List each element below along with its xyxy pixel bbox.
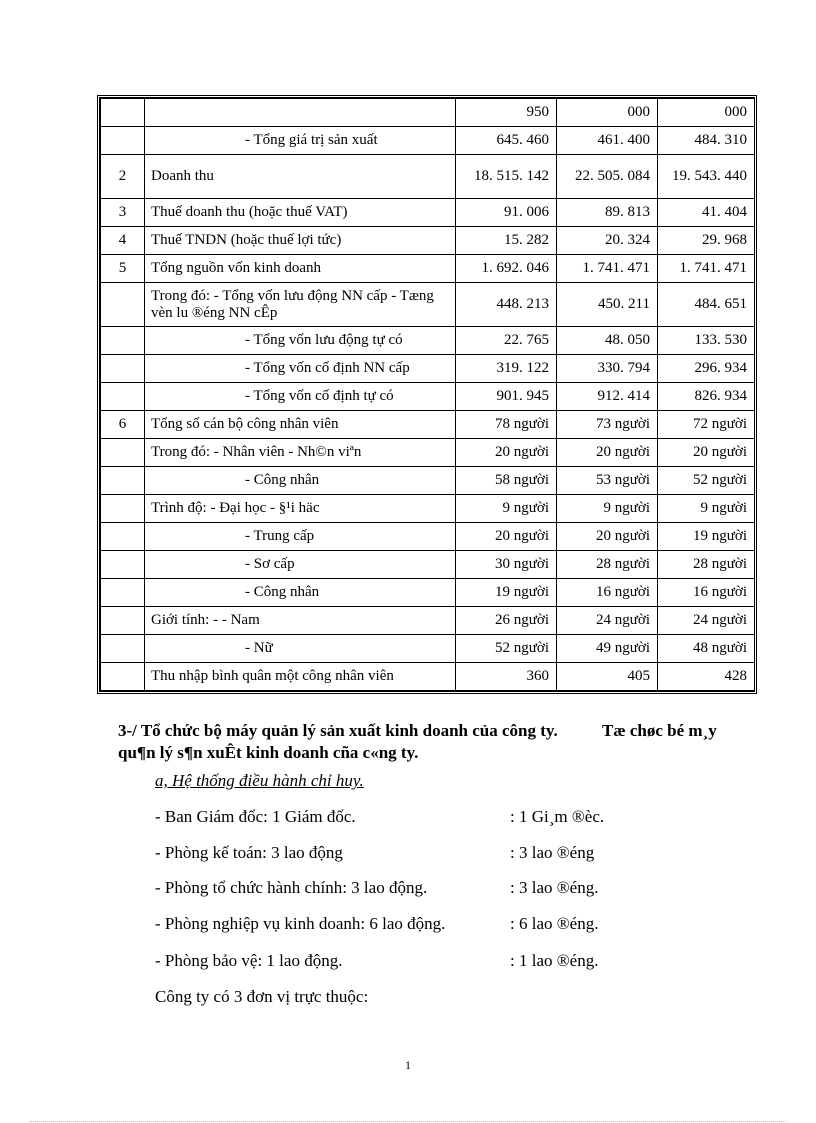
value-col-2: 16 người xyxy=(557,579,658,607)
subheading: a, Hệ thống điều hành chỉ huy. xyxy=(155,771,364,790)
value-col-2: 48. 050 xyxy=(557,327,658,355)
value-col-3: 19 người xyxy=(658,523,755,551)
value-col-1: 30 người xyxy=(456,551,557,579)
value-col-3: 16 người xyxy=(658,579,755,607)
row-number: 2 xyxy=(101,155,145,199)
row-label: Thuế doanh thu (hoặc thuế VAT) xyxy=(145,199,456,227)
value-col-2: 1. 741. 471 xyxy=(557,255,658,283)
item-left-1: - Ban Giám đốc: 1 Giám đốc. xyxy=(155,807,356,826)
row-number xyxy=(101,663,145,691)
value-col-1: 58 người xyxy=(456,467,557,495)
table-row xyxy=(101,199,755,227)
value-col-1: 950 xyxy=(456,99,557,127)
value-col-1: 20 người xyxy=(456,523,557,551)
table-row xyxy=(101,495,755,523)
value-col-3: 28 người xyxy=(658,551,755,579)
table-row xyxy=(101,439,755,467)
row-label: Thuế TNDN (hoặc thuế lợi tức) xyxy=(145,227,456,255)
value-col-3: 29. 968 xyxy=(658,227,755,255)
value-col-1: 91. 006 xyxy=(456,199,557,227)
table-row xyxy=(101,99,755,127)
row-label: - Tổng giá trị sản xuất xyxy=(145,127,456,155)
value-col-2: 000 xyxy=(557,99,658,127)
value-col-1: 448. 213 xyxy=(456,283,557,327)
item-left-3: - Phòng tổ chức hành chính: 3 lao động. xyxy=(155,878,428,897)
row-number xyxy=(101,551,145,579)
value-col-1: 78 người xyxy=(456,411,557,439)
value-col-2: 20 người xyxy=(557,523,658,551)
row-number xyxy=(101,383,145,411)
row-label: Trong đó: - Tổng vốn lưu động NN cấp - Tæng vèn lu ®éng NN cÊp xyxy=(145,283,456,327)
data-table xyxy=(97,95,757,694)
table-row xyxy=(101,579,755,607)
value-col-3: 52 người xyxy=(658,467,755,495)
row-label: Trong đó: - Nhân viên - Nh©n viªn xyxy=(145,439,456,467)
row-label: Doanh thu xyxy=(145,155,456,199)
item-left-4: - Phòng nghiệp vụ kinh doanh: 6 lao động. xyxy=(155,914,446,933)
value-col-3: 20 người xyxy=(658,439,755,467)
value-col-1: 319. 122 xyxy=(456,355,557,383)
value-col-2: 49 người xyxy=(557,635,658,663)
value-col-2: 53 người xyxy=(557,467,658,495)
row-label: Tổng nguồn vốn kinh doanh xyxy=(145,255,456,283)
value-col-1: 22. 765 xyxy=(456,327,557,355)
value-col-1: 1. 692. 046 xyxy=(456,255,557,283)
row-number: 5 xyxy=(101,255,145,283)
value-col-3: 19. 543. 440 xyxy=(658,155,755,199)
table-row xyxy=(101,283,755,327)
table-row xyxy=(101,327,755,355)
value-col-2: 461. 400 xyxy=(557,127,658,155)
row-label: - Sơ cấp xyxy=(145,551,456,579)
section-heading-text: 3-/ Tổ chức bộ máy quản lý sản xuất kinh doanh của công ty. xyxy=(118,721,558,740)
section-heading-garbled: Tæ chøc bé m¸y qu¶n lý s¶n xuÊt kinh doanh cña c«ng ty. xyxy=(118,721,717,762)
table-row xyxy=(101,227,755,255)
value-col-3: 826. 934 xyxy=(658,383,755,411)
table-row xyxy=(101,551,755,579)
value-col-1: 645. 460 xyxy=(456,127,557,155)
value-col-3: 484. 310 xyxy=(658,127,755,155)
row-label: - Nữ xyxy=(145,635,456,663)
item-left-2: - Phòng kế toán: 3 lao động xyxy=(155,843,343,862)
value-col-3: 1. 741. 471 xyxy=(658,255,755,283)
value-col-3: 296. 934 xyxy=(658,355,755,383)
value-col-3: 9 người xyxy=(658,495,755,523)
table-row xyxy=(101,411,755,439)
value-col-3: 133. 530 xyxy=(658,327,755,355)
table-row xyxy=(101,635,755,663)
section-heading xyxy=(118,720,758,764)
row-number: 6 xyxy=(101,411,145,439)
row-label: Trình độ: - Đại học - §¹i häc xyxy=(145,495,456,523)
row-label: - Công nhân xyxy=(145,467,456,495)
row-number xyxy=(101,283,145,327)
row-label: Giới tính: - - Nam xyxy=(145,607,456,635)
value-col-1: 19 người xyxy=(456,579,557,607)
value-col-3: 484. 651 xyxy=(658,283,755,327)
table-row xyxy=(101,127,755,155)
value-col-3: 24 người xyxy=(658,607,755,635)
value-col-1: 52 người xyxy=(456,635,557,663)
value-col-3: 428 xyxy=(658,663,755,691)
table-row xyxy=(101,355,755,383)
value-col-1: 18. 515. 142 xyxy=(456,155,557,199)
value-col-2: 450. 211 xyxy=(557,283,658,327)
closing-line: Công ty có 3 đơn vị trực thuộc: xyxy=(155,987,369,1006)
value-col-2: 330. 794 xyxy=(557,355,658,383)
table-row xyxy=(101,467,755,495)
row-number: 3 xyxy=(101,199,145,227)
row-label: Tổng số cán bộ công nhân viên xyxy=(145,411,456,439)
item-right-5: : 1 lao ®éng. xyxy=(510,951,599,970)
row-number xyxy=(101,579,145,607)
row-number xyxy=(101,439,145,467)
item-right-4: : 6 lao ®éng. xyxy=(510,914,599,933)
row-number xyxy=(101,355,145,383)
row-label xyxy=(145,99,456,127)
item-right-1: : 1 Gi¸m ®èc. xyxy=(510,807,605,826)
row-number xyxy=(101,635,145,663)
row-number xyxy=(101,467,145,495)
item-right-3: : 3 lao ®éng. xyxy=(510,878,599,897)
value-col-2: 24 người xyxy=(557,607,658,635)
value-col-2: 9 người xyxy=(557,495,658,523)
row-number xyxy=(101,127,145,155)
value-col-2: 20. 324 xyxy=(557,227,658,255)
page-number: 1 xyxy=(405,1058,411,1072)
row-label: - Công nhân xyxy=(145,579,456,607)
value-col-1: 15. 282 xyxy=(456,227,557,255)
table-row xyxy=(101,155,755,199)
row-label: - Trung cấp xyxy=(145,523,456,551)
row-label: - Tổng vốn cố định NN cấp xyxy=(145,355,456,383)
value-col-2: 73 người xyxy=(557,411,658,439)
value-col-1: 26 người xyxy=(456,607,557,635)
value-col-1: 20 người xyxy=(456,439,557,467)
value-col-2: 28 người xyxy=(557,551,658,579)
page-divider xyxy=(30,1121,786,1122)
item-left-5: - Phòng bảo vệ: 1 lao động. xyxy=(155,951,343,970)
row-number: 4 xyxy=(101,227,145,255)
table-row xyxy=(101,383,755,411)
value-col-1: 9 người xyxy=(456,495,557,523)
row-label: - Tổng vốn cố định tự có xyxy=(145,383,456,411)
value-col-3: 000 xyxy=(658,99,755,127)
row-number xyxy=(101,607,145,635)
row-label: Thu nhập bình quân một công nhân viên xyxy=(145,663,456,691)
value-col-3: 48 người xyxy=(658,635,755,663)
row-number xyxy=(101,523,145,551)
value-col-3: 41. 404 xyxy=(658,199,755,227)
table-row xyxy=(101,255,755,283)
value-col-2: 89. 813 xyxy=(557,199,658,227)
table-row xyxy=(101,607,755,635)
value-col-2: 20 người xyxy=(557,439,658,467)
value-col-2: 405 xyxy=(557,663,658,691)
value-col-1: 360 xyxy=(456,663,557,691)
row-label: - Tổng vốn lưu động tự có xyxy=(145,327,456,355)
table-row xyxy=(101,523,755,551)
value-col-1: 901. 945 xyxy=(456,383,557,411)
row-number xyxy=(101,327,145,355)
item-right-2: : 3 lao ®éng xyxy=(510,843,595,862)
value-col-2: 912. 414 xyxy=(557,383,658,411)
row-number xyxy=(101,99,145,127)
value-col-3: 72 người xyxy=(658,411,755,439)
row-number xyxy=(101,495,145,523)
table-row xyxy=(101,663,755,691)
value-col-2: 22. 505. 084 xyxy=(557,155,658,199)
